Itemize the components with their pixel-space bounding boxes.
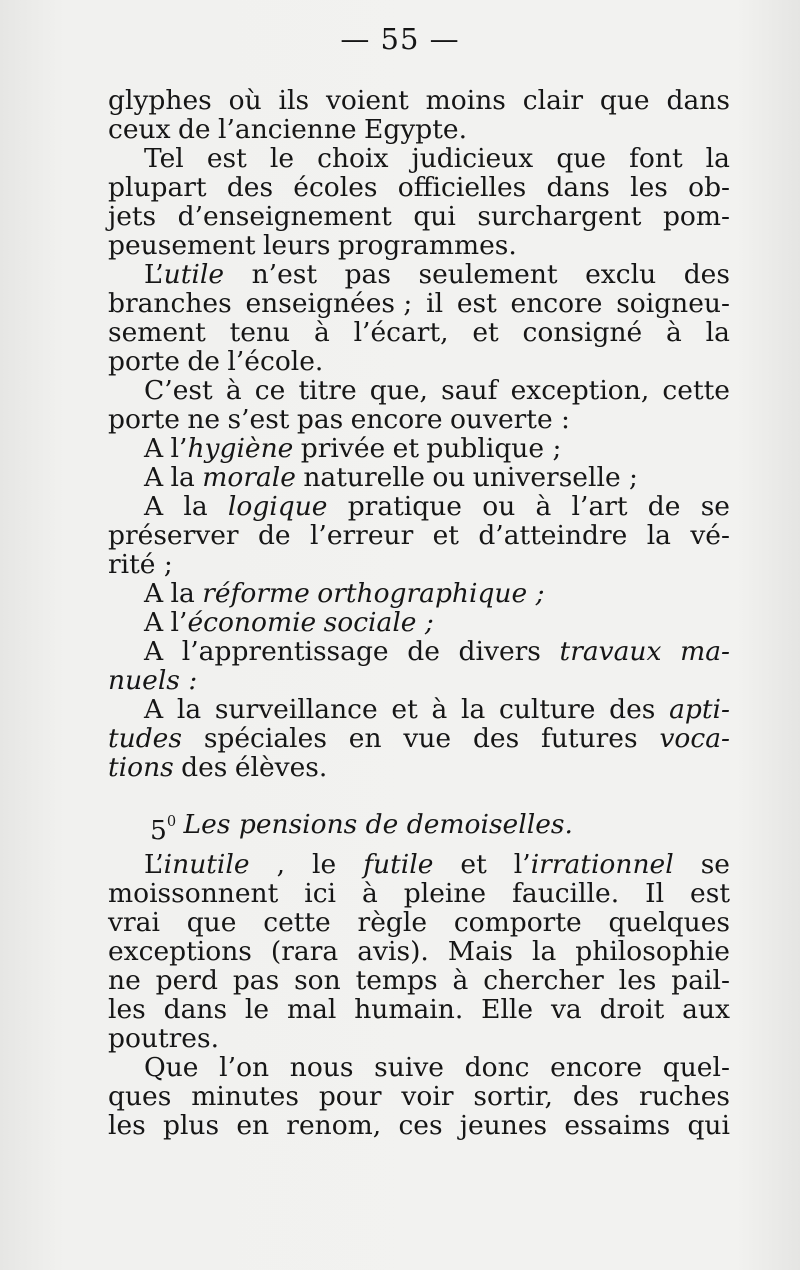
word: règle [357, 907, 428, 938]
word: essaims [564, 1110, 671, 1141]
word: son [294, 965, 341, 996]
word: voir [401, 1081, 454, 1112]
word: en [348, 723, 382, 754]
text-line [108, 1024, 730, 1053]
word: vrai [108, 907, 160, 938]
text-line [108, 695, 730, 724]
word: ne [108, 965, 141, 996]
word: glyphes [108, 85, 212, 116]
word: va [550, 994, 582, 1025]
word: spéciales [203, 723, 327, 754]
word: des [572, 1081, 620, 1112]
word: les [108, 994, 146, 1025]
word: pour [318, 1081, 382, 1112]
word: ruches [639, 1081, 730, 1112]
section-heading [108, 809, 730, 846]
word: rité ; [108, 549, 173, 580]
word: seulement [418, 259, 558, 290]
word: la [170, 462, 195, 493]
word: se [700, 491, 730, 522]
word: ce [254, 375, 286, 406]
word: privée [300, 433, 386, 464]
text-block-b [108, 850, 730, 1140]
word: dans [546, 172, 610, 203]
word: pratique [347, 491, 462, 522]
word: vé- [690, 520, 730, 551]
word: consigné [522, 317, 643, 348]
word: à [361, 878, 378, 909]
word: de [257, 520, 291, 551]
word: (rara [270, 936, 339, 967]
word: plus [162, 1110, 220, 1141]
word: de [187, 346, 220, 377]
text-line [108, 289, 730, 318]
word-group [144, 260, 224, 289]
text-line [108, 260, 730, 289]
word: l’école. [227, 346, 324, 377]
word: est [456, 288, 497, 319]
word: leurs [262, 230, 331, 261]
word: branches [108, 288, 232, 319]
word: nous [289, 1052, 354, 1083]
word: l’ [170, 433, 188, 464]
word: l’ [513, 849, 531, 880]
italic-word: nuels : [108, 665, 198, 696]
word: Egypte. [364, 114, 468, 145]
word: des [472, 723, 520, 754]
text-line [108, 376, 730, 405]
word: élèves. [234, 752, 328, 783]
word: A [144, 462, 164, 493]
word-group [514, 850, 674, 879]
word: futures [541, 723, 638, 754]
word: l’art [571, 491, 628, 522]
word: ouverte : [449, 404, 570, 435]
italic-word: irrationnel [530, 849, 674, 880]
text-line [108, 850, 730, 879]
text-line [108, 724, 730, 753]
word: est [206, 143, 247, 174]
word: qui [687, 1110, 730, 1141]
word: le [269, 143, 295, 174]
word: sortir, [473, 1081, 553, 1112]
text-line [108, 995, 730, 1024]
word: la [183, 491, 208, 522]
word: officielles [397, 172, 527, 203]
italic-word: utile [163, 259, 225, 290]
word: suive [374, 1052, 444, 1083]
word: humain. [354, 994, 464, 1025]
italic-word: morale [202, 462, 296, 493]
word: pom- [662, 201, 730, 232]
word: perd [155, 965, 218, 996]
word: dans [666, 85, 730, 116]
section-title: Les pensions de demoiselles. [183, 809, 573, 840]
text-line [108, 434, 730, 463]
word: Elle [481, 994, 534, 1025]
italic-word: ma- [680, 636, 730, 667]
word: la [460, 694, 486, 725]
word: A [144, 578, 164, 609]
italic-word: inutile [163, 849, 250, 880]
word: la [705, 317, 730, 348]
word: pas [232, 965, 280, 996]
word-group [171, 434, 294, 463]
word: les [630, 172, 668, 203]
word: la [705, 143, 730, 174]
word: ob- [688, 172, 730, 203]
text-line [108, 550, 730, 579]
text-line [108, 173, 730, 202]
word: judicieux [411, 143, 534, 174]
page-number: — 55 — [340, 22, 460, 56]
word: L’ [144, 259, 164, 290]
word: pas [296, 404, 344, 435]
word: Mais [447, 936, 513, 967]
word: tenu [229, 317, 291, 348]
word: poutres. [108, 1023, 220, 1054]
text-line [108, 492, 730, 521]
text-line [108, 231, 730, 260]
word: L’ [144, 849, 164, 880]
word: des [181, 752, 228, 783]
word: renom, [286, 1110, 382, 1141]
word: exception, [510, 375, 650, 406]
word: exclu [585, 259, 657, 290]
word: la [176, 694, 202, 725]
word: soigneu- [616, 288, 730, 319]
word: ques [108, 1081, 172, 1112]
word: faucille. [512, 878, 620, 909]
word: choix [317, 143, 389, 174]
word: temps [355, 965, 438, 996]
text-line [108, 753, 730, 782]
word: font [629, 143, 683, 174]
word: en [236, 1110, 270, 1141]
word: cette [662, 375, 730, 406]
word: voient [325, 85, 409, 116]
text-line [108, 318, 730, 347]
word: et [460, 849, 487, 880]
word: Tel [144, 143, 184, 174]
word: ou [432, 462, 466, 493]
word: jeunes [459, 1110, 548, 1141]
word: droit [599, 994, 665, 1025]
text-line [108, 1082, 730, 1111]
word: titre [298, 375, 357, 406]
italic-word: tudes [108, 723, 182, 754]
section-number: $5^0$ [150, 813, 177, 846]
word: et [391, 694, 418, 725]
italic-word: sociale ; [323, 607, 434, 638]
word: de [647, 491, 681, 522]
word: ici [304, 878, 337, 909]
word: C’est [144, 375, 213, 406]
word: programmes. [337, 230, 517, 261]
word: les [618, 965, 657, 996]
word: naturelle [303, 462, 425, 493]
word: que, [369, 375, 428, 406]
word: d’enseignement [177, 201, 392, 232]
word: ou [482, 491, 516, 522]
word: quelques [608, 907, 730, 938]
italic-word: tions [108, 752, 174, 783]
italic-word: futile [363, 849, 434, 880]
word: quel- [662, 1052, 730, 1083]
word: divers [458, 636, 541, 667]
word: d’atteindre [478, 520, 628, 551]
word: sauf [441, 375, 498, 406]
word: écoles [293, 172, 378, 203]
word: mal [286, 994, 337, 1025]
italic-word: logique [227, 491, 328, 522]
word: peusement [108, 230, 256, 261]
italic-word: apti- [669, 694, 730, 725]
word: et [392, 433, 419, 464]
word: à [452, 965, 469, 996]
word: ne [187, 404, 221, 435]
word: A [144, 491, 164, 522]
word: chercher [483, 965, 604, 996]
word: l’écart, [353, 317, 449, 348]
italic-word: travaux [559, 636, 662, 667]
text-line [108, 405, 730, 434]
word-group [144, 850, 250, 879]
word: s’est [227, 404, 290, 435]
word: vue [403, 723, 452, 754]
word: est [690, 878, 730, 909]
word: l’ancienne [218, 114, 357, 145]
word: le [312, 849, 337, 880]
word: A [144, 636, 164, 667]
word: Il [645, 878, 665, 909]
italic-word: voca- [659, 723, 730, 754]
text-line [108, 666, 730, 695]
word: enseignées ; [245, 288, 413, 319]
word: moins [425, 85, 506, 116]
word: de [177, 114, 211, 145]
word: encore [510, 288, 603, 319]
word: le [244, 994, 270, 1025]
text-line [108, 202, 730, 231]
word: surchargent [477, 201, 642, 232]
word: la [646, 520, 671, 551]
text-block-a [108, 86, 730, 782]
word: à [535, 491, 552, 522]
text-line [108, 86, 730, 115]
word: à [313, 317, 330, 348]
word: que [599, 85, 650, 116]
word: A [144, 433, 164, 464]
word: Que [144, 1052, 199, 1083]
text-line [108, 937, 730, 966]
word: où [228, 85, 262, 116]
word: avis). [357, 936, 429, 967]
word: se [700, 849, 730, 880]
word: à [431, 694, 448, 725]
text-line [108, 608, 730, 637]
word: ceux [108, 114, 171, 145]
word: des [226, 172, 274, 203]
text-line [108, 144, 730, 173]
text-line [108, 966, 730, 995]
word: pleine [403, 878, 487, 909]
word: des [609, 694, 656, 725]
word: préserver [108, 520, 239, 551]
word: l’apprentissage [181, 636, 389, 667]
word: pail- [671, 965, 730, 996]
word: à [225, 375, 242, 406]
word: des [683, 259, 730, 290]
word: la [531, 936, 557, 967]
body-text [108, 86, 730, 1140]
word: moissonnent [108, 878, 279, 909]
word: A [144, 607, 164, 638]
word: sement [108, 317, 206, 348]
italic-word: hygiène [187, 433, 294, 464]
word: la [170, 578, 195, 609]
word: encore [550, 1052, 643, 1083]
word: dans [163, 994, 228, 1025]
word: comporte [453, 907, 582, 938]
text-line [108, 1111, 730, 1140]
text-line [108, 347, 730, 376]
italic-word: réforme [202, 578, 310, 609]
text-line [108, 579, 730, 608]
text-line [108, 908, 730, 937]
word: publique ; [426, 433, 562, 464]
text-line [108, 879, 730, 908]
word: que [186, 907, 237, 938]
word: culture [498, 694, 596, 725]
text-line [108, 637, 730, 666]
word: plupart [108, 172, 207, 203]
word: clair [522, 85, 584, 116]
word: l’erreur [309, 520, 414, 551]
word: pas [344, 259, 391, 290]
italic-word: orthographique ; [317, 578, 545, 609]
text-line [108, 463, 730, 492]
word: ils [278, 85, 310, 116]
text-line [108, 1053, 730, 1082]
word: , [276, 849, 286, 880]
word: ces [398, 1110, 443, 1141]
word: et [432, 520, 459, 551]
word: porte [108, 404, 180, 435]
word: et [472, 317, 499, 348]
word: surveillance [214, 694, 378, 725]
word: aux [682, 994, 730, 1025]
word: jets [108, 201, 157, 232]
italic-word: économie [187, 607, 317, 638]
text-line [108, 521, 730, 550]
text-line [108, 115, 730, 144]
word: les [108, 1110, 146, 1141]
word: encore [350, 404, 443, 435]
word: cette [263, 907, 331, 938]
word: l’ [170, 607, 188, 638]
word: philosophie [575, 936, 730, 967]
word-group [171, 608, 317, 637]
word: porte [108, 346, 180, 377]
word: à [666, 317, 682, 348]
word: universelle ; [472, 462, 638, 493]
word: l’on [219, 1052, 270, 1083]
word: n’est [251, 259, 318, 290]
word: A [144, 694, 164, 725]
word: donc [464, 1052, 530, 1083]
word: que [556, 143, 607, 174]
word: exceptions [108, 936, 252, 967]
word: minutes [191, 1081, 299, 1112]
word: de [407, 636, 440, 667]
word: qui [413, 201, 456, 232]
word: il [426, 288, 444, 319]
